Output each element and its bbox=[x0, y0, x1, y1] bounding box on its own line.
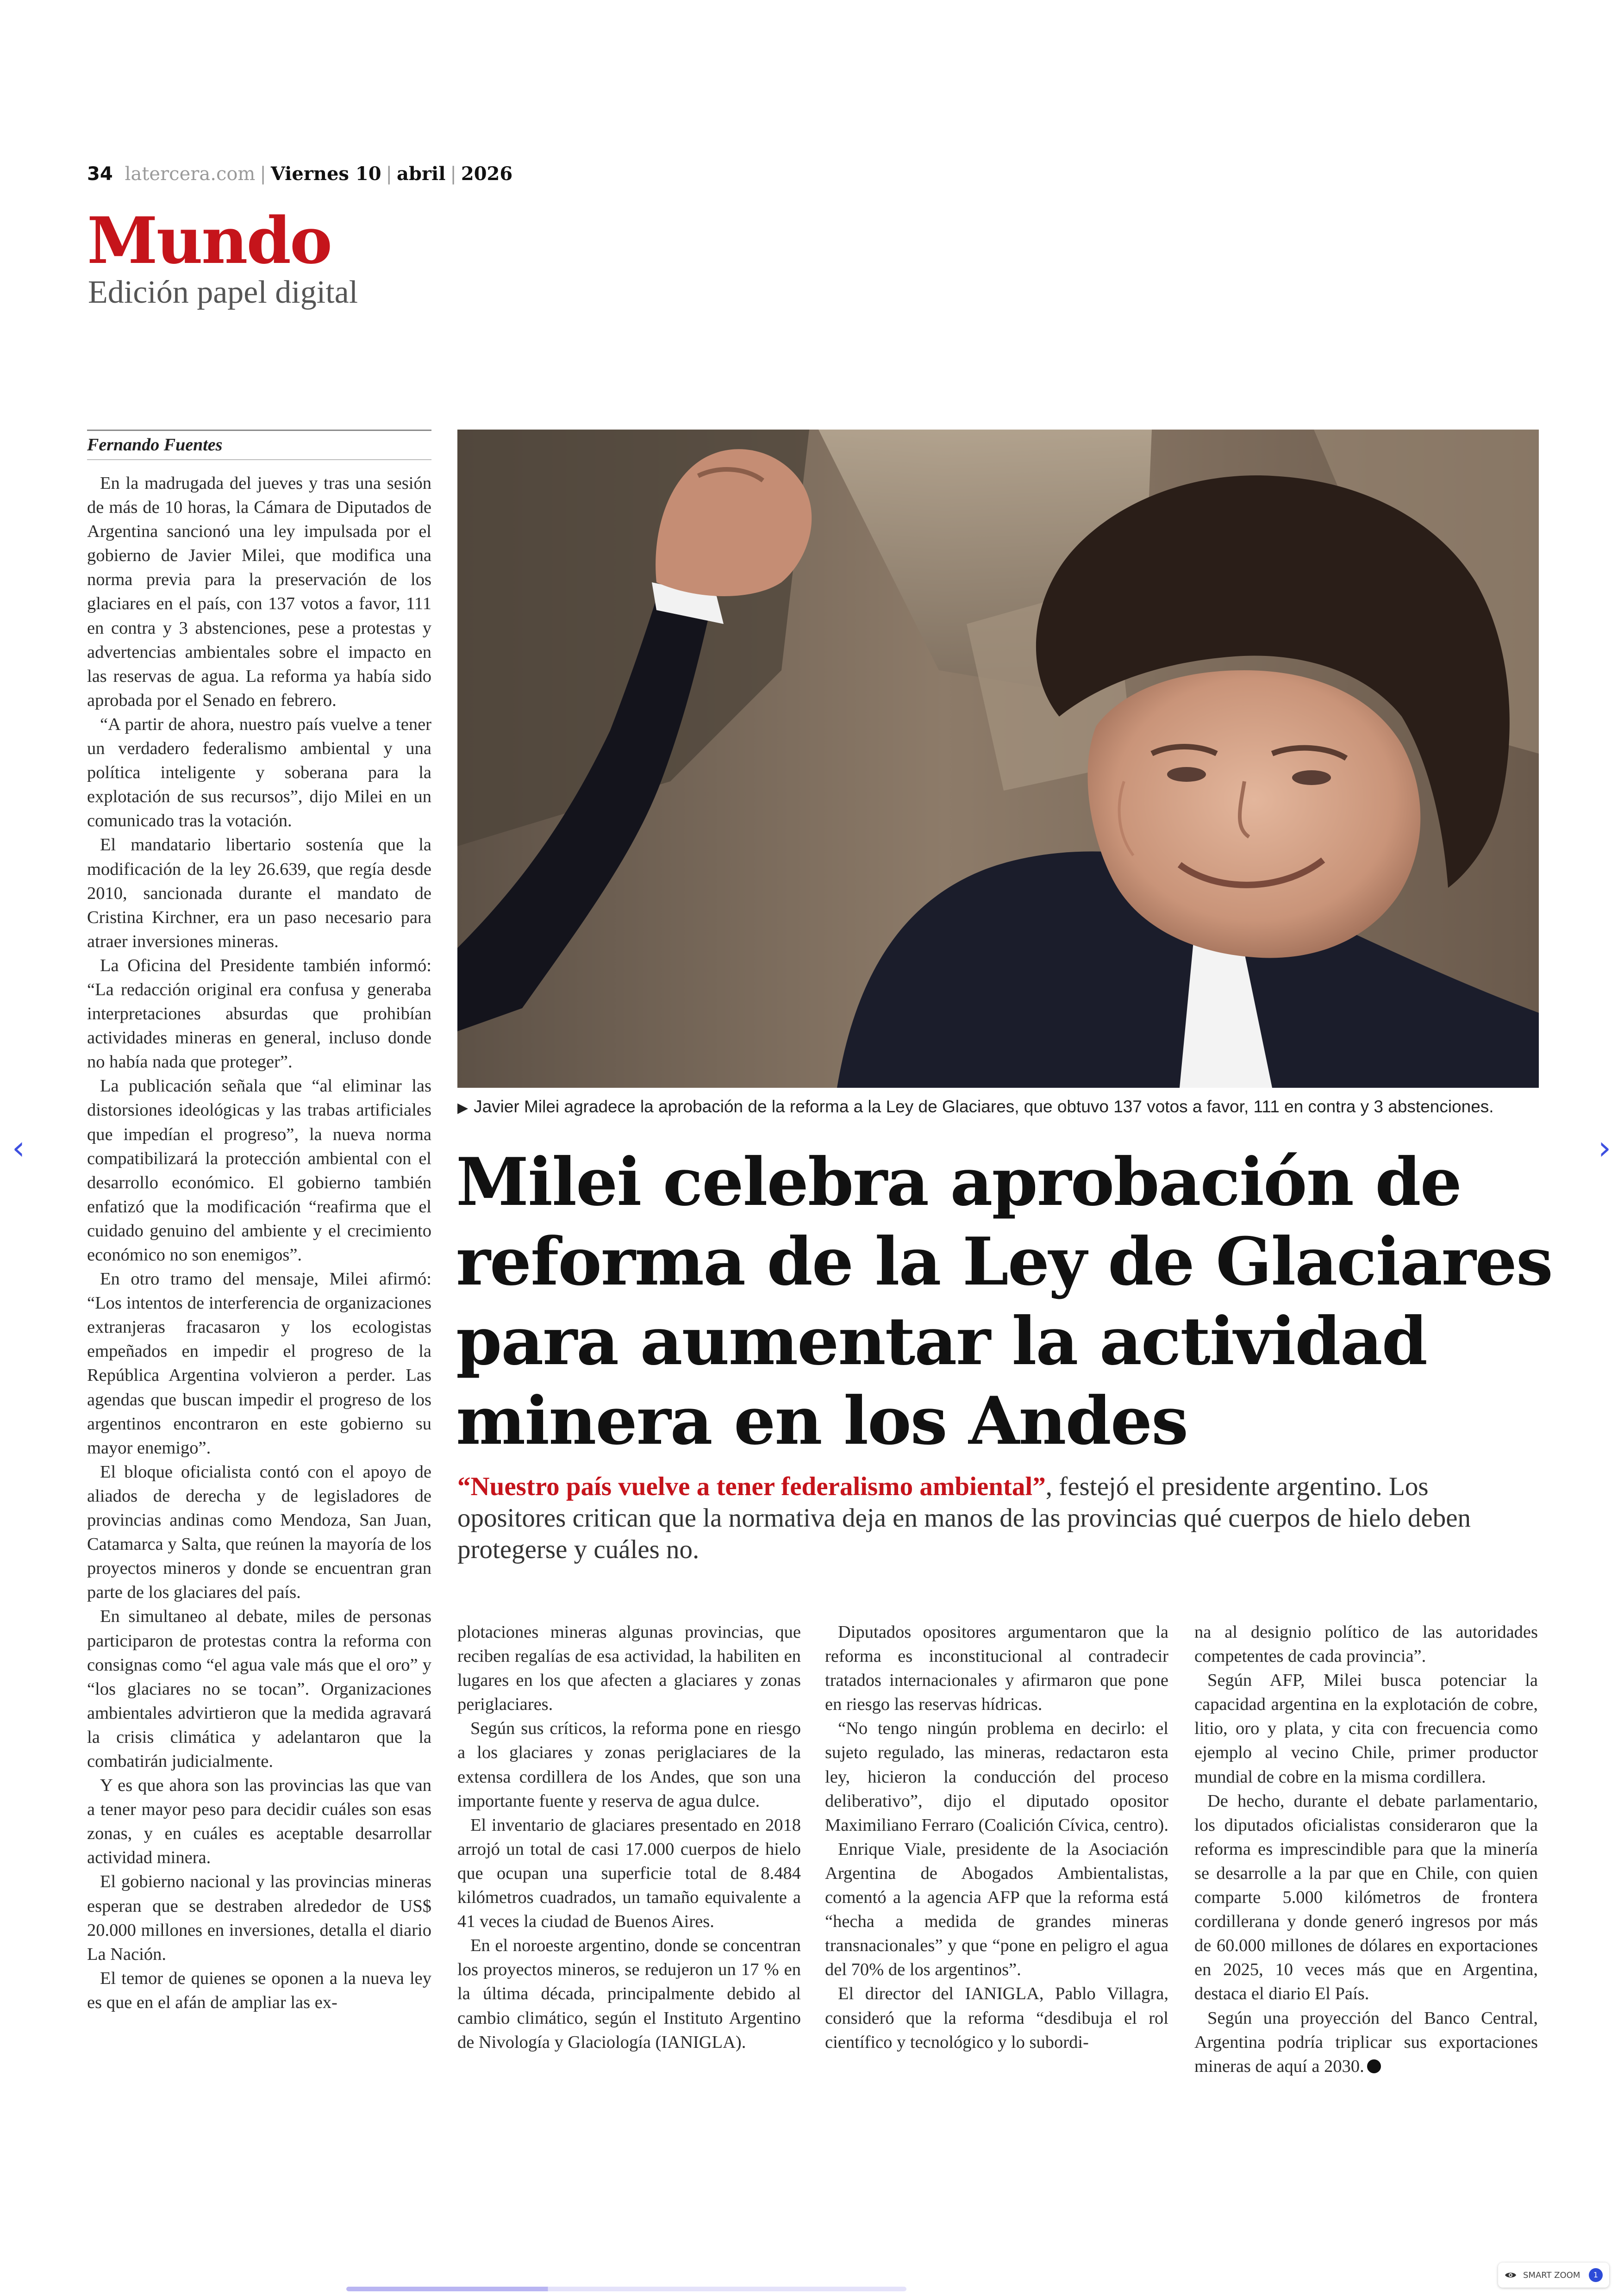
headline-line: minera en los Andes bbox=[456, 1383, 1188, 1459]
body-paragraph: El mandatario libertario sostenía que la modificación de la ley 26.639, que regía desde 2010, sancionada durante el mandato de Cristina Kirchner, era un paso necesario para atraer inversiones mineras. bbox=[87, 835, 431, 951]
folio-month: abril bbox=[397, 163, 446, 185]
folio-weekday: Viernes 10 bbox=[270, 163, 381, 185]
smart-zoom-label: SMART ZOOM bbox=[1523, 2270, 1580, 2280]
body-paragraph: El temor de quienes se oponen a la nueva ley es que en el afán de ampliar las ex- bbox=[87, 1968, 431, 2012]
body-paragraph: El gobierno nacional y las provincias mineras esperan que se destraben alrededor de US$ 20.000 millones en inversiones, detalla el diario La Nación. bbox=[87, 1872, 431, 1964]
photo-illustration bbox=[457, 430, 1539, 1088]
body-paragraph: En otro tramo del mensaje, Milei afirmó: “Los intentos de interferencia de organizaciones extranjeras fracasaron y los ecologistas empeñados en impedir el progreso de la República Argentina volvieron a perder. Las agendas que buscan impedir el progreso de los argentinos encontraron en este gobierno su mayor enemigo”. bbox=[87, 1269, 431, 1458]
body-column-1 bbox=[87, 471, 431, 2014]
body-paragraph: Y es que ahora son las provincias las que van a tener mayor peso para decidir cuáles son esas zonas, y en cuáles es aceptable desarrollar actividad minera. bbox=[87, 1776, 431, 1868]
body-paragraph: plotaciones mineras algunas provincias, que reciben regalías de esa actividad, la habiliten en lugares en los que afecten a glaciares y zonas periglaciares. bbox=[457, 1622, 801, 1715]
headline-line: Milei celebra aprobación de bbox=[456, 1144, 1461, 1221]
body-paragraph: Según AFP, Milei busca potenciar la capacidad argentina en la explotación de cobre, litio, oro y plata, y cita con frecuencia como ejemplo al vecino Chile, primer productor mundial de cobre en la misma cordillera. bbox=[1194, 1671, 1538, 1787]
body-paragraph: “A partir de ahora, nuestro país vuelve a tener un verdadero federalismo ambiental y una política inteligente y soberana para la explotación de sus recursos”, dijo Milei en un comunicado tras la votación. bbox=[87, 714, 431, 831]
section-title: Mundo bbox=[87, 203, 331, 278]
deck bbox=[457, 1471, 1541, 1565]
deck-quote: “Nuestro país vuelve a tener federalismo ambiental” bbox=[457, 1472, 1046, 1501]
edition-label: Edición papel digital bbox=[88, 274, 358, 310]
headline-line: para aumentar la actividad bbox=[456, 1303, 1427, 1380]
smart-zoom-badge: 1 bbox=[1589, 2268, 1603, 2282]
body-paragraph: El director del IANIGLA, Pablo Villagra, consideró que la reforma “desdibuja el rol científico y tecnológico y lo subordi- bbox=[825, 1984, 1168, 2052]
body-paragraph: El bloque oficialista contó con el apoyo de aliados de derecha y de legisladores de provincias andinas como Mendoza, San Juan, Catamarca y Salta, que reúnen la mayoría de los proyectos mineros y donde se encuentran gran parte de los glaciares del país. bbox=[87, 1462, 431, 1603]
body-paragraph: Diputados opositores argumentaron que la reforma es inconstitucional al contradecir tratados internacionales y afirmaron que pone en riesgo las reservas hídricas. bbox=[825, 1622, 1168, 1715]
body-paragraph: El inventario de glaciares presentado en 2018 arrojó un total de casi 17.000 cuerpos de hielo que ocupan una superficie total de 8.484 kilómetros cuadrados, un tamaño equivalente a 41 veces la ciudad de Buenos Aires. bbox=[457, 1815, 801, 1932]
body-paragraph: Enrique Viale, presidente de la Asociación Argentina de Abogados Ambientalistas, comentó a la agencia AFP que la reforma está “hecha a medida de grandes mineras transnacionales” y que “pone en peligro el agua del 70% de los argentinos”. bbox=[825, 1839, 1168, 1980]
folio-separator: | bbox=[260, 163, 266, 185]
next-page-arrow-icon[interactable]: › bbox=[1598, 1129, 1611, 1167]
folio-separator: | bbox=[450, 163, 456, 185]
headline-line: reforma de la Ley de Glaciares bbox=[456, 1223, 1552, 1300]
site-name: latercera.com bbox=[125, 163, 256, 185]
body-paragraph: Según sus críticos, la reforma pone en riesgo a los glaciares y zonas periglaciares de la extensa cordillera de los Andes, que son una importante fuente y reserva de agua dulce. bbox=[457, 1719, 801, 1811]
previous-page-arrow-icon[interactable]: ‹ bbox=[12, 1129, 25, 1167]
smart-zoom-button[interactable] bbox=[1498, 2263, 1609, 2288]
folio-year: 2026 bbox=[461, 163, 513, 185]
body-column-4 bbox=[1194, 1620, 1538, 2078]
body-paragraph: na al designio político de las autoridades competentes de cada provincia”. bbox=[1194, 1622, 1538, 1666]
body-paragraph: En el noroeste argentino, donde se concentran los proyectos mineros, se redujeron un 17 % en la última década, principalmente debido al cambio climático, según el Instituto Argentino de Nivología y Glaciología (IANIGLA). bbox=[457, 1936, 801, 2052]
byline-rule-bottom bbox=[87, 459, 431, 460]
headline bbox=[456, 1142, 1576, 1461]
caption-marker-icon: ▶ bbox=[457, 1100, 468, 1116]
photo-caption bbox=[457, 1096, 1541, 1119]
body-paragraph: “No tengo ningún problema en decirlo: el sujeto regulado, las mineras, redactaron esta ley, hicieron la conducción del proceso deliberativo”, dijo el diputado opositor Maximiliano Ferraro (Coalición Cívica, centro). bbox=[825, 1719, 1168, 1835]
body-paragraph: La publicación señala que “al eliminar las distorsiones ideológicas y las trabas artificiales que impedían el progreso”, la nueva norma compatibilizará la protección ambiental con el desarrollo económico. El gobierno también enfatizó que la modificación “reafirma que el cuidado genuino del ambiente y el crecimiento económico no son enemigos”. bbox=[87, 1076, 431, 1265]
eye-icon bbox=[1505, 2271, 1517, 2279]
body-paragraph: Según una proyección del Banco Central, Argentina podría triplicar sus exportaciones mineras de aquí a 2030. bbox=[1194, 2008, 1538, 2076]
folio-separator: | bbox=[386, 163, 393, 185]
body-column-3 bbox=[825, 1620, 1168, 2054]
body-paragraph: En simultaneo al debate, miles de personas participaron de protestas contra la reforma con consignas como “el agua vale más que el oro” y “los glaciares no se tocan”. Organizaciones ambientales advirtieron que la medida agravará la crisis climática y adelantaron que la combatirán judicialmente. bbox=[87, 1607, 431, 1771]
byline-rule-top bbox=[87, 430, 431, 431]
article-photo bbox=[457, 430, 1539, 1088]
body-column-2 bbox=[457, 1620, 801, 2054]
folio-line bbox=[87, 163, 512, 185]
caption-text: Javier Milei agradece la aprobación de la reforma a la Ley de Glaciares, que obtuvo 137 votos a favor, 111 en contra y 3 abstenciones. bbox=[474, 1097, 1494, 1116]
body-paragraph: La Oficina del Presidente también informó: “La redacción original era confusa y generaba interpretaciones absurdas que prohibían actividades mineras en general, incluso donde no había nada que proteger”. bbox=[87, 955, 431, 1072]
body-paragraph: En la madrugada del jueves y tras una sesión de más de 10 horas, la Cámara de Diputados de Argentina sancionó una ley impulsada por el gobierno de Javier Milei, que modifica una norma previa para la preservación de los glaciares en el país, con 137 votos a favor, 111 en contra y 3 abstenciones, pese a protestas y advertencias ambientales sobre el impacto en las reservas de agua. La reforma ya había sido aprobada por el Senado en febrero. bbox=[87, 474, 431, 710]
end-of-article-bullet bbox=[1367, 2059, 1381, 2073]
byline: Fernando Fuentes bbox=[87, 435, 223, 455]
page-number: 34 bbox=[87, 163, 113, 185]
deck-text: , festejó el presidente argentino. Los opositores critican que la normativa deja en manos de las provincias qué cuerpos de hielo deben protegerse y cuáles no. bbox=[457, 1472, 1471, 1564]
scroll-progress-bar[interactable] bbox=[346, 2287, 906, 2291]
body-paragraph: De hecho, durante el debate parlamentario, los diputados oficialistas consideraron que la reforma es imprescindible para que la minería se desarrolle a la par que en Chile, con quien comparte 5.000 kilómetros de frontera cordillerana y donde generó ingresos por más de 60.000 millones de dólares en exportaciones en 2025, 10 veces más que en Argentina, destaca el diario El País. bbox=[1194, 1791, 1538, 2004]
